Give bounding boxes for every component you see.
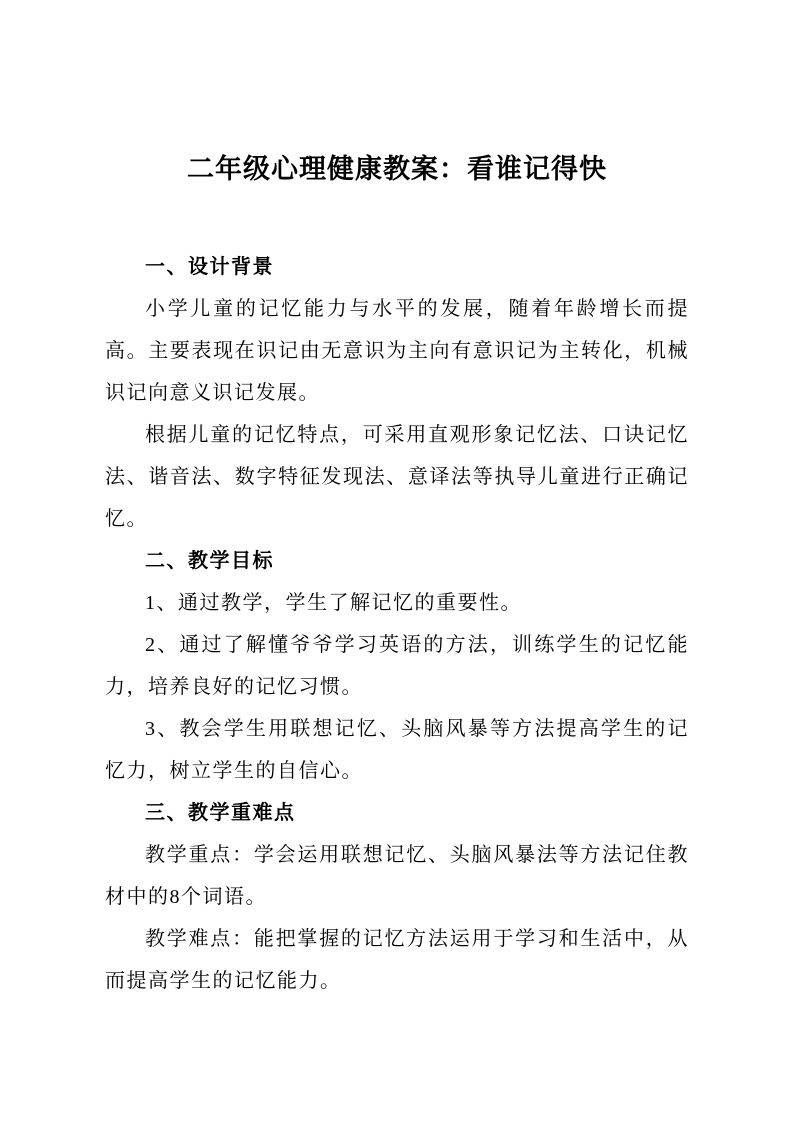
paragraph: 教学重点：学会运用联想记忆、头脑风暴法等方法记住教材中的8个词语。 <box>105 844 689 908</box>
paragraph: 2、通过了解懂爷爷学习英语的方法，训练学生的记忆能力，培养良好的记忆习惯。 <box>105 634 689 698</box>
paragraph: 小学儿童的记忆能力与水平的发展，随着年龄增长而提高。主要表现在识记由无意识为主向有意识记为主转化，机械识记向意义识记发展。 <box>105 298 689 404</box>
paragraph: 3、教会学生用联想记忆、头脑风暴等方法提高学生的记忆力，树立学生的自信心。 <box>105 718 689 782</box>
paragraph: 教学难点：能把掌握的记忆方法运用于学习和生活中，从而提高学生的记忆能力。 <box>105 928 689 992</box>
document-body <box>105 246 689 1002</box>
section-heading: 三、教学重难点 <box>145 802 296 824</box>
document-title: 二年级心理健康教案：看谁记得快 <box>187 154 607 184</box>
paragraph: 根据儿童的记忆特点，可采用直观形象记忆法、口诀记忆法、谐音法、数字特征发现法、意译法等执导儿童进行正确记忆。 <box>105 424 689 530</box>
section-heading: 一、设计背景 <box>145 256 274 278</box>
section-heading: 二、教学目标 <box>145 550 274 572</box>
paragraph: 1、通过教学，学生了解记忆的重要性。 <box>145 592 522 614</box>
